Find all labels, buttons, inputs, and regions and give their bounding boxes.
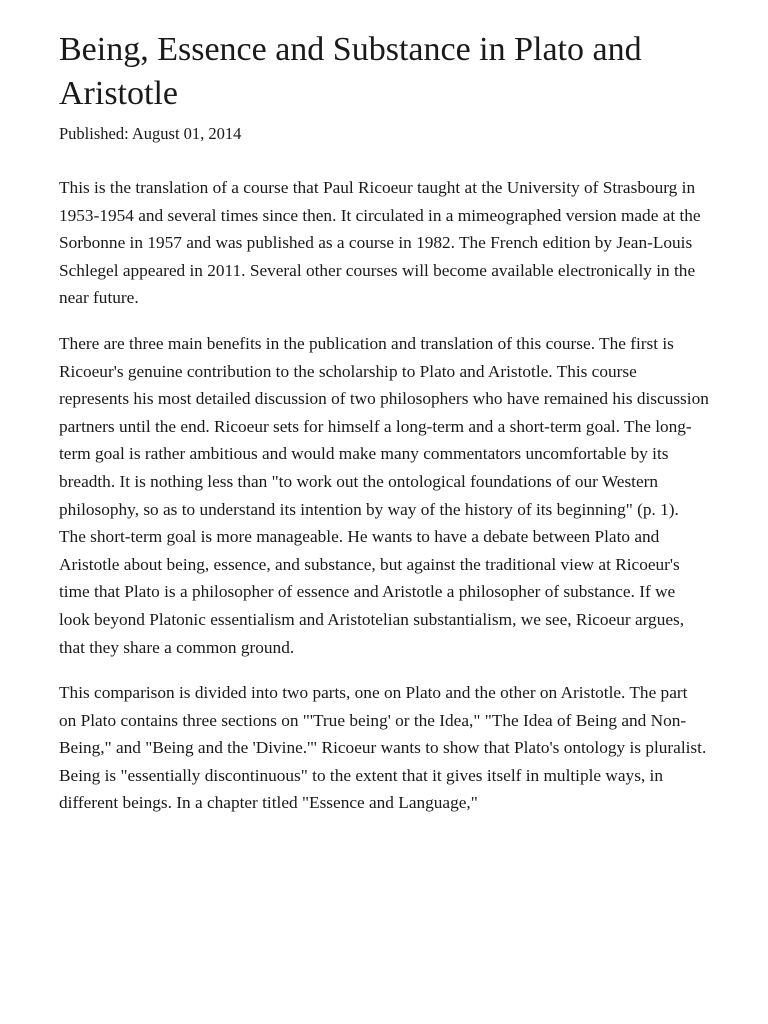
article-body: [59, 174, 709, 817]
article-title: Being, Essence and Substance in Plato and Aristotle: [59, 31, 642, 112]
article: [59, 28, 709, 835]
paragraph: This comparison is divided into two parts, one on Plato and the other on Aristotle. The part on Plato contains three sections on "'True being' or the Idea," "The Idea of Being and Non-Being," and "Being and the 'Divine.'" Ricoeur wants to show that Plato's ontology is pluralist. Being is "essentially discontinuous" to the extent that it gives itself in multiple ways, in different beings. In a chapter titled "Essence and Language,": [59, 683, 707, 813]
published-date: Published: August 01, 2014: [59, 124, 242, 143]
paragraph: This is the translation of a course that Paul Ricoeur taught at the University of Strasbourg in 1953-1954 and several times since then. It circulated in a mimeographed version made at the Sorbonne in 1957 and was published as a course in 1982. The French edition by Jean-Louis Schlegel appeared in 2011. Several other courses will become available electronically in the near future.: [59, 178, 701, 308]
paragraph: There are three main benefits in the publication and translation of this course. The first is Ricoeur's genuine contribution to the scholarship to Plato and Aristotle. This course represents his most detailed discussion of two philosophers who have remained his discussion partners until the end. Ricoeur sets for himself a long-term and a short-term goal. The long-term goal is rather ambitious and would make many commentators uncomfortable by its breadth. It is nothing less than "to work out the ontological foundations of our Western philosophy, so as to understand its intention by way of the history of its beginning" (p. 1). The short-term goal is more manageable. He wants to have a debate between Plato and Aristotle about being, essence, and substance, but against the traditional view at Ricoeur's time that Plato is a philosopher of essence and Aristotle a philosopher of substance. If we look beyond Platonic essentialism and Aristotelian substantialism, we see, Ricoeur argues, that they share a common ground.: [59, 333, 709, 657]
